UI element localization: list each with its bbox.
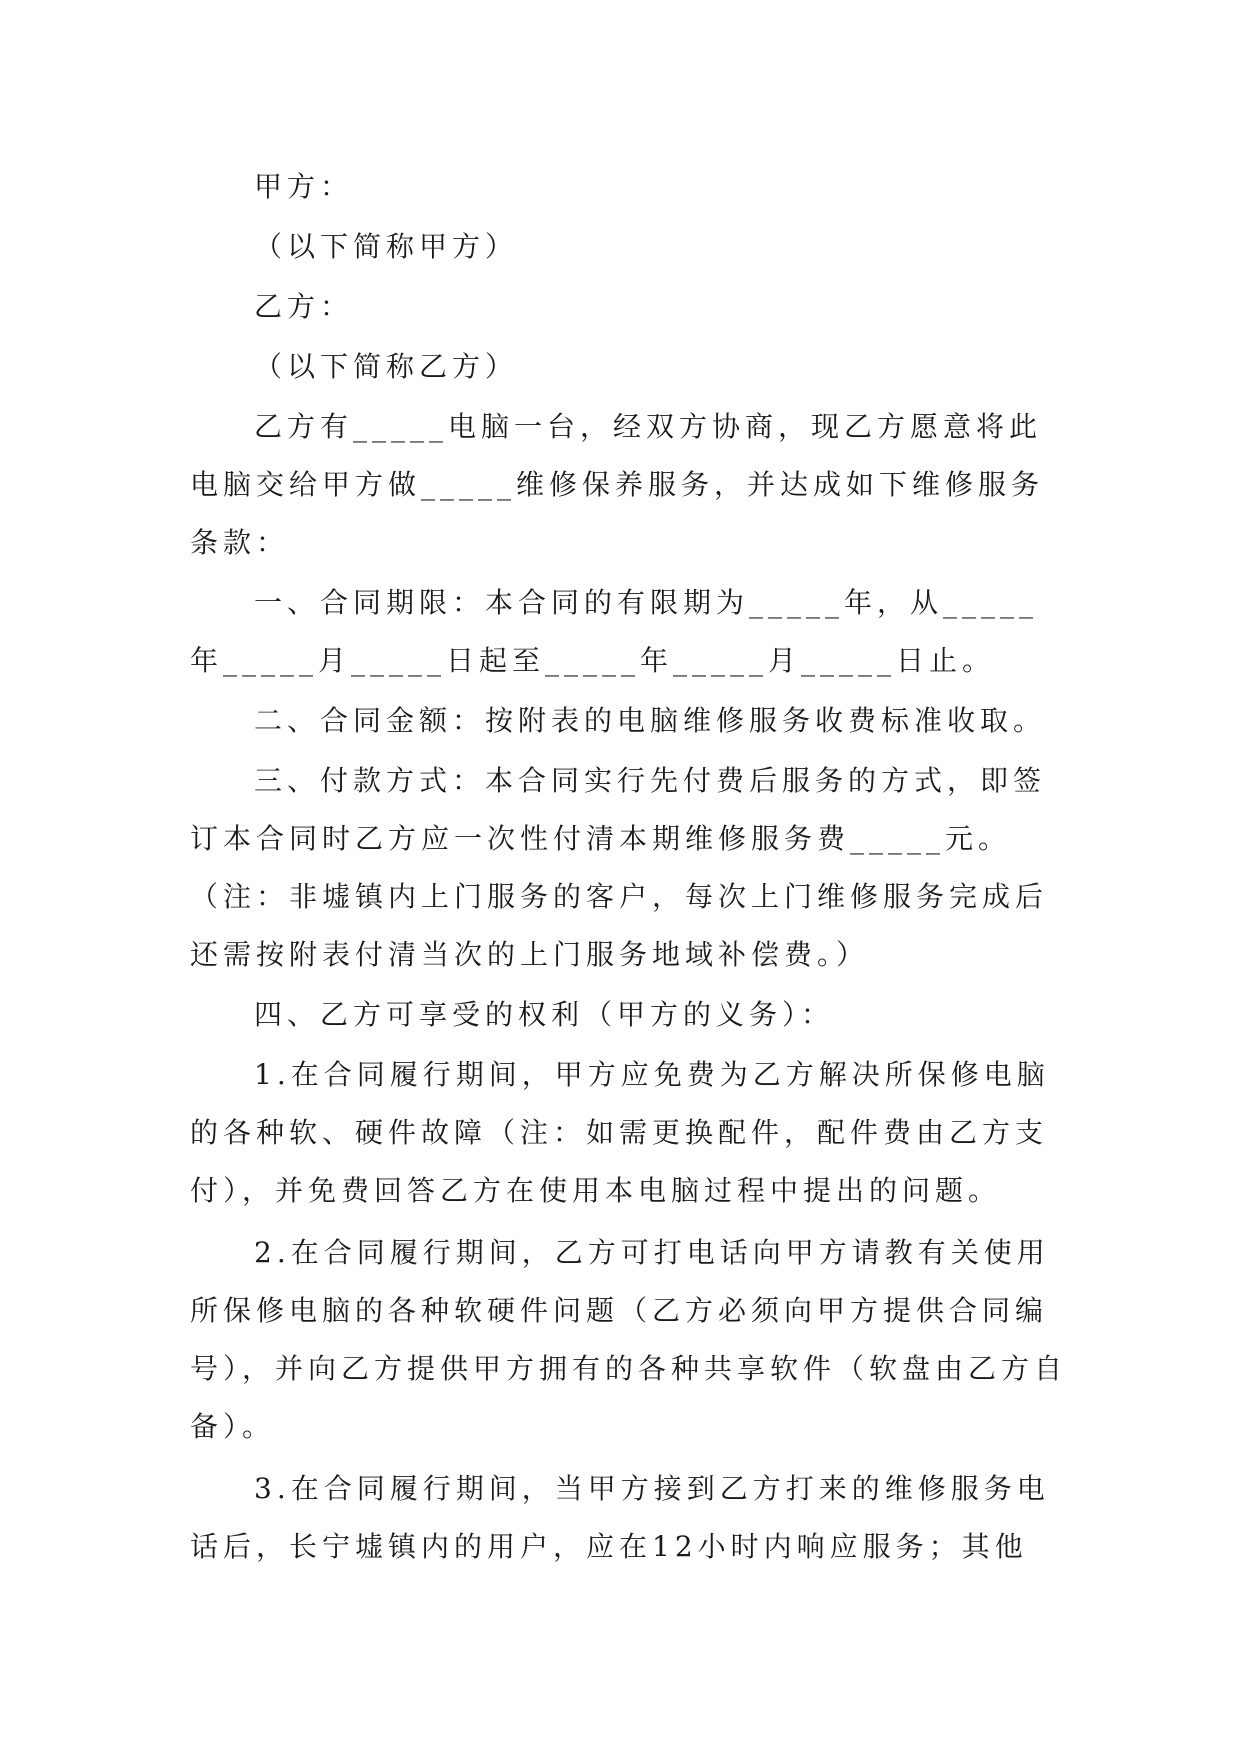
document-body bbox=[190, 158, 1070, 1578]
party-a-abbrev: （以下简称甲方） bbox=[254, 230, 519, 263]
party-a-label: 甲方： bbox=[254, 170, 354, 203]
preamble-paragraph: 乙方有_____电脑一台，经双方协商，现乙方愿意将此电脑交给甲方做_____维修保养服务，并达成如下维修服务条款： bbox=[190, 410, 1045, 559]
clause-payment: 三、付款方式：本合同实行先付费后服务的方式，即签订本合同时乙方应一次性付清本期维修服务费_____元。（注：非墟镇内上门服务的客户，每次上门维修服务完成后还需按附表付清当次的上门服务地域补偿费。） bbox=[190, 764, 1049, 971]
clause-amount: 二、合同金额：按附表的电脑维修服务收费标准收取。 bbox=[254, 704, 1047, 737]
rights-item-1: 1.在合同履行期间，甲方应免费为乙方解决所保修电脑的各种软、硬件故障（注：如需更换配件，配件费由乙方支付），并免费回答乙方在使用本电脑过程中提出的问题。 bbox=[190, 1058, 1050, 1207]
clause-term: 一、合同期限：本合同的有限期为_____年，从_____年_____月_____日起至_____年_____月_____日止。 bbox=[190, 586, 1039, 677]
party-b-abbrev: （以下简称乙方） bbox=[254, 350, 519, 383]
rights-item-3: 3.在合同履行期间，当甲方接到乙方打来的维修服务电话后，长宁墟镇内的用户，应在12小时内响应服务；其他 bbox=[190, 1472, 1050, 1563]
clause-rights-heading: 四、乙方可享受的权利（甲方的义务）： bbox=[254, 998, 835, 1031]
rights-item-2: 2.在合同履行期间，乙方可打电话向甲方请教有关使用所保修电脑的各种软硬件问题（乙方必须向甲方提供合同编号），并向乙方提供甲方拥有的各种共享软件（软盘由乙方自备）。 bbox=[190, 1236, 1068, 1443]
party-b-label: 乙方： bbox=[254, 290, 354, 323]
